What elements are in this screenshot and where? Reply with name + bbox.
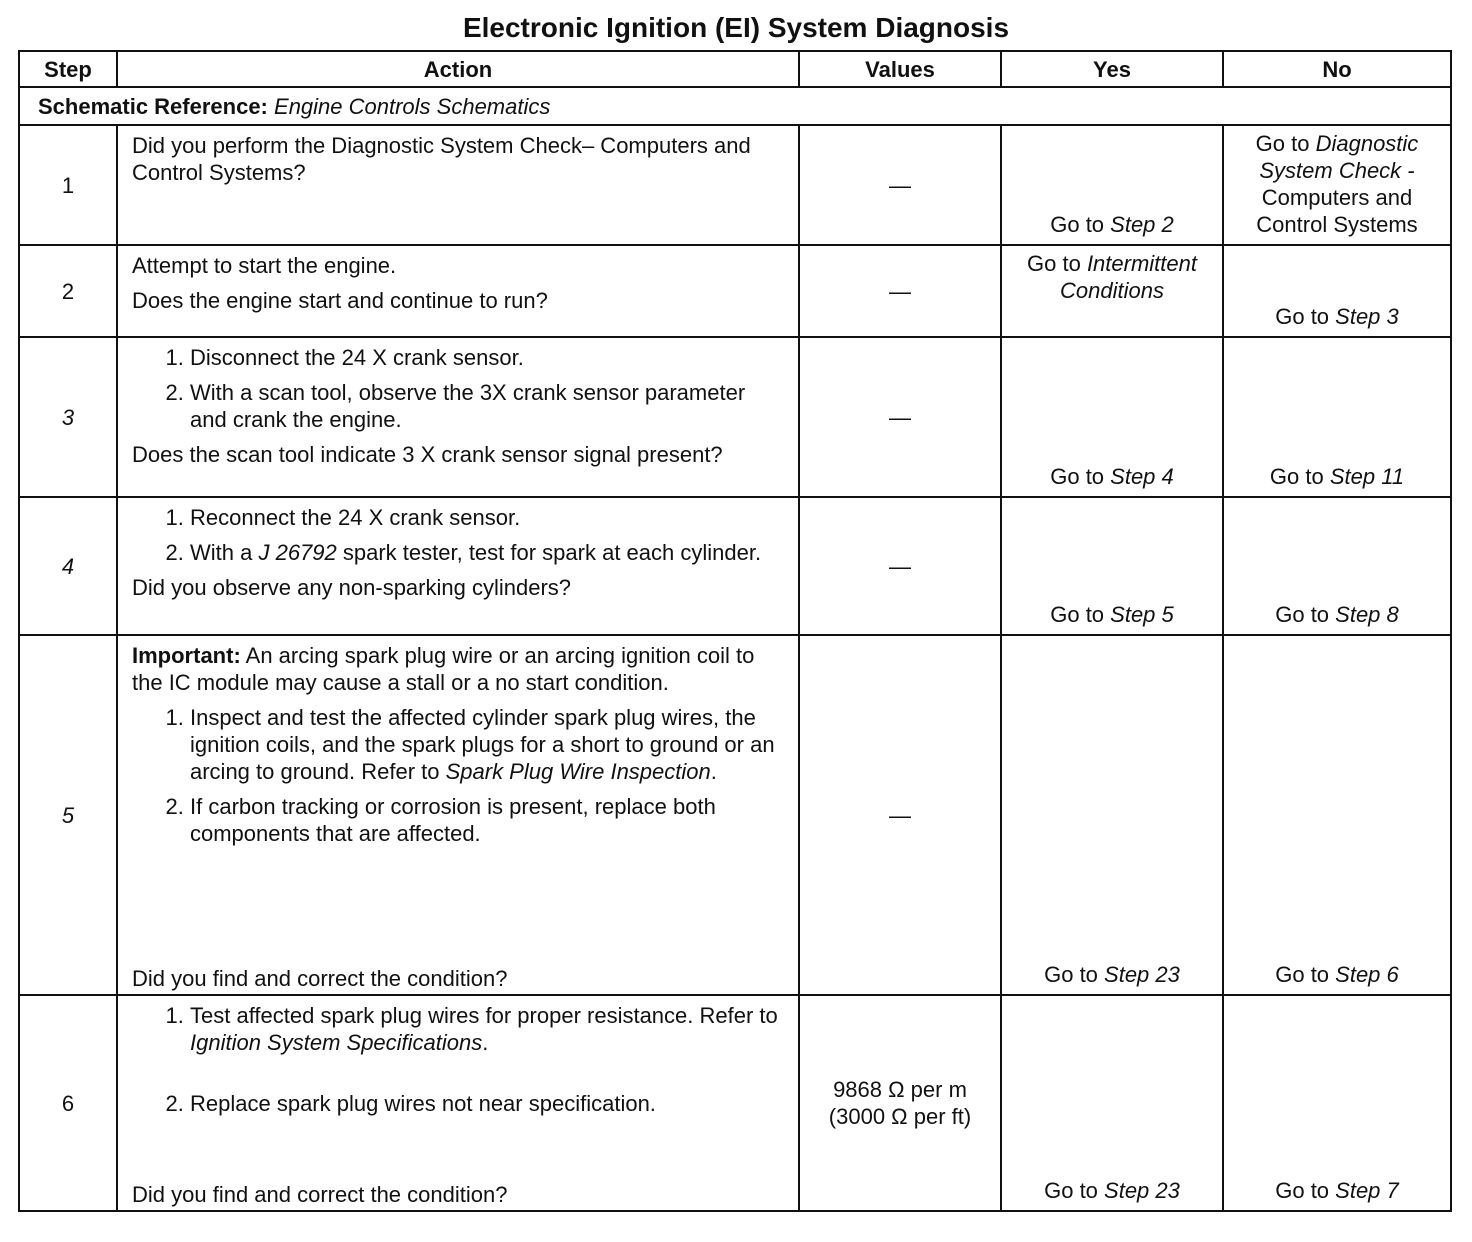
action-question: Does the scan tool indicate 3 X crank sensor signal present? xyxy=(132,442,723,467)
no-prefix: Go to xyxy=(1275,1178,1336,1203)
no-reference: Diagnostic System Check - xyxy=(1259,131,1419,183)
no-prefix: Go to xyxy=(1275,962,1336,987)
no-reference: Step 7 xyxy=(1335,1178,1399,1203)
no-cell xyxy=(1223,635,1451,995)
action-step: 2. If carbon tracking or corrosion is present, replace both components that are affected. xyxy=(190,793,784,847)
yes-reference: Step 2 xyxy=(1110,212,1174,237)
value-cell: — xyxy=(799,125,1001,245)
header-step: Step xyxy=(19,51,117,87)
no-reference: Step 11 xyxy=(1329,464,1405,489)
action-text: Attempt to start the engine. xyxy=(132,253,397,278)
value-cell: — xyxy=(799,337,1001,497)
action-step-prefix: Test affected spark plug wires for proper resistance. Refer to xyxy=(190,1003,778,1028)
yes-prefix: Go to xyxy=(1044,962,1105,987)
action-cell xyxy=(117,995,799,1211)
no-suffix: Computers and Control Systems xyxy=(1256,185,1418,237)
action-question: Did you find and correct the condition? xyxy=(132,966,508,991)
schematic-reference-label: Schematic Reference: xyxy=(38,93,268,119)
action-steps xyxy=(132,504,784,566)
action-steps xyxy=(132,1002,784,1117)
header-no: No xyxy=(1223,51,1451,87)
action-cell xyxy=(117,337,799,497)
yes-cell xyxy=(1001,245,1223,337)
step-number: 2 xyxy=(19,245,117,337)
action-step: 1. Disconnect the 24 X crank sensor. xyxy=(190,344,784,371)
yes-cell xyxy=(1001,125,1223,245)
step-number: 5 xyxy=(19,635,117,995)
action-step: 1. Reconnect the 24 X crank sensor. xyxy=(190,504,784,531)
no-reference: Step 3 xyxy=(1335,304,1399,329)
step-number: 6 xyxy=(19,995,117,1211)
no-reference: Step 8 xyxy=(1335,602,1399,627)
yes-reference: Step 23 xyxy=(1104,1178,1180,1203)
yes-cell xyxy=(1001,635,1223,995)
action-text: Did you perform the Diagnostic System Check– Computers and Control Systems? xyxy=(132,133,751,185)
table-row xyxy=(19,125,1451,245)
header-values: Values xyxy=(799,51,1001,87)
important-note xyxy=(132,642,784,696)
table-row xyxy=(19,497,1451,635)
important-text: An arcing spark plug wire or an arcing ignition coil to the IC module may cause a stall or a no start condition. xyxy=(132,643,755,695)
action-step xyxy=(190,539,784,566)
no-cell xyxy=(1223,497,1451,635)
action-step-prefix: Inspect and test the affected cylinder spark plug wires, the ignition coils, and the spark plugs for a short to ground or an arcing to ground. Refer to xyxy=(190,705,775,784)
yes-reference: Step 23 xyxy=(1104,962,1180,987)
yes-cell xyxy=(1001,337,1223,497)
action-steps xyxy=(132,704,784,847)
table-row xyxy=(19,635,1451,995)
yes-cell xyxy=(1001,497,1223,635)
no-prefix: Go to xyxy=(1255,131,1316,156)
action-step: 2. With a scan tool, observe the 3X crank sensor parameter and crank the engine. xyxy=(190,379,784,433)
yes-prefix: Go to xyxy=(1050,464,1111,489)
action-cell xyxy=(117,245,799,337)
yes-cell xyxy=(1001,995,1223,1211)
no-cell xyxy=(1223,337,1451,497)
header-row xyxy=(19,51,1451,87)
header-yes: Yes xyxy=(1001,51,1223,87)
no-prefix: Go to xyxy=(1275,304,1336,329)
schematic-reference xyxy=(19,87,1451,125)
page-title: Electronic Ignition (EI) System Diagnosis xyxy=(462,12,1010,43)
action-step-prefix: With a xyxy=(190,540,259,565)
yes-prefix: Go to xyxy=(1044,1178,1105,1203)
value-cell xyxy=(799,995,1001,1211)
value-metric: 9868 Ω per m xyxy=(833,1077,967,1102)
step-number: 3 xyxy=(19,337,117,497)
action-step xyxy=(190,704,784,785)
table-row xyxy=(19,995,1451,1211)
yes-prefix: Go to xyxy=(1027,251,1087,276)
action-cell xyxy=(117,635,799,995)
value-cell: — xyxy=(799,635,1001,995)
diagnosis-table xyxy=(18,50,1452,1212)
schematic-reference-value: Engine Controls Schematics xyxy=(274,93,551,119)
yes-reference: Step 4 xyxy=(1110,464,1174,489)
doc-reference: Spark Plug Wire Inspection xyxy=(445,759,711,784)
important-label: Important: xyxy=(132,643,241,668)
action-step: 2. Replace spark plug wires not near specification. xyxy=(190,1090,784,1117)
step-number: 1 xyxy=(19,125,117,245)
doc-reference: Ignition System Specifications xyxy=(190,1030,483,1055)
action-step-suffix: spark tester, test for spark at each cylinder. xyxy=(336,540,762,565)
action-question: Does the engine start and continue to run? xyxy=(132,288,548,313)
action-cell xyxy=(117,125,799,245)
action-cell xyxy=(117,497,799,635)
tool-reference: J 26792 xyxy=(258,540,337,565)
yes-reference: Step 5 xyxy=(1110,602,1174,627)
yes-prefix: Go to xyxy=(1050,602,1111,627)
no-cell xyxy=(1223,245,1451,337)
action-question: Did you find and correct the condition? xyxy=(132,1182,508,1207)
value-imperial: (3000 Ω per ft) xyxy=(828,1104,972,1129)
value-cell: — xyxy=(799,245,1001,337)
table-row xyxy=(19,337,1451,497)
yes-prefix: Go to xyxy=(1050,212,1111,237)
action-step-suffix: . xyxy=(710,759,717,784)
step-number: 4 xyxy=(19,497,117,635)
no-reference: Step 6 xyxy=(1335,962,1399,987)
no-cell xyxy=(1223,995,1451,1211)
header-action: Action xyxy=(117,51,799,87)
table-row xyxy=(19,245,1451,337)
action-question: Did you observe any non-sparking cylinders? xyxy=(132,575,572,600)
no-cell xyxy=(1223,125,1451,245)
action-steps xyxy=(132,344,784,433)
action-step xyxy=(190,1002,784,1056)
no-prefix: Go to xyxy=(1275,602,1336,627)
yes-reference: Intermittent Conditions xyxy=(1060,251,1197,303)
value-cell: — xyxy=(799,497,1001,635)
no-prefix: Go to xyxy=(1269,464,1330,489)
action-step-suffix: . xyxy=(482,1030,489,1055)
schematic-reference-row xyxy=(19,87,1451,125)
